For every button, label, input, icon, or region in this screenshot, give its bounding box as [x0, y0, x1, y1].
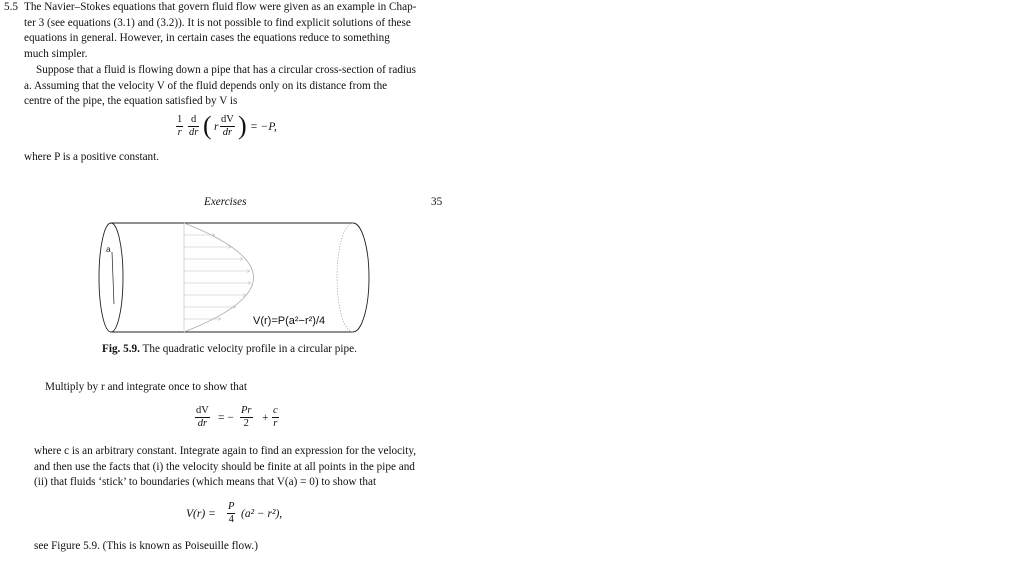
eq2-plus: + — [262, 412, 269, 424]
eq1-inner-r: r — [214, 121, 219, 133]
suppose-line: a. Assuming that the velocity V of the fluid depends only on its distance from the — [24, 79, 388, 92]
multiply-text: Multiply by r and integrate once to show that — [45, 381, 247, 393]
figure-caption-text: The quadratic velocity profile in a circular pipe. — [142, 343, 357, 355]
where-c-line: where c is an arbitrary constant. Integrate again to find an expression for the velocity, — [34, 445, 416, 457]
equation-3 — [186, 498, 326, 532]
eq1-left-paren: ( — [203, 111, 212, 140]
eq2-frac-pr-2: $\frac{Pr}{2}$ — [241, 405, 252, 429]
eq2-frac-c-r: $\frac{c}{r}$ — [273, 405, 278, 429]
eq2-equals: = − — [218, 412, 234, 424]
velocity-profile — [184, 223, 254, 332]
pipe-right-end-hidden — [337, 223, 353, 332]
radius-line — [112, 252, 114, 304]
where-c-paragraph — [34, 444, 444, 491]
where-c-line: and then use the facts that (i) the velocity should be finite at all points in the pipe and — [34, 460, 415, 473]
velocity-formula: V(r)=P(a²−r²)/4 — [253, 315, 326, 327]
intro-line: much simpler. — [24, 47, 88, 60]
suppose-paragraph — [24, 63, 435, 110]
pipe-right-end — [353, 223, 369, 332]
intro-line: ter 3 (see equations (3.1) and (3.2)). It is not possible to find explicit solutions of these — [24, 16, 411, 29]
eq3-lhs: V(r) = — [186, 508, 216, 520]
running-head-title: Exercises — [204, 196, 247, 208]
eq1-right-paren: ) — [238, 111, 247, 140]
problem-number: 5.5 — [4, 1, 18, 13]
page-number: 35 — [431, 196, 443, 208]
eq1-rhs: = −P, — [250, 121, 277, 133]
eq1-frac-d-dr: $\frac{d}{dr}$ — [189, 114, 199, 138]
radius-label: a — [106, 244, 111, 254]
where-c-line: (ii) that fluids ‘stick’ to boundaries (which means that V(a) = 0) to show that — [34, 476, 377, 489]
figure-caption-label: Fig. 5.9. — [102, 343, 140, 355]
intro-line: The Navier–Stokes equations that govern fluid flow were given as an example in Chap- — [24, 1, 417, 13]
where-p-text: where P is a positive constant. — [24, 151, 160, 163]
pipe-figure — [95, 218, 380, 338]
eq1-frac-1-over-r: $\frac{1}{r}$ — [177, 114, 183, 138]
equation-1 — [170, 112, 310, 146]
see-figure-text: see Figure 5.9. (This is known as Poiseuille flow.) — [34, 540, 258, 552]
eq1-frac-dv-dr: $\frac{dV}{dr}$ — [221, 114, 234, 138]
intro-paragraph — [24, 0, 435, 62]
eq3-frac-p-4: $\frac{P}{4}$ — [228, 501, 235, 525]
figure-caption — [102, 342, 357, 358]
eq3-rhs: (a² − r²), — [241, 508, 283, 520]
equation-2 — [190, 403, 310, 437]
suppose-line: centre of the pipe, the equation satisfied by V is — [24, 95, 238, 108]
eq2-frac-dv-dr: $\frac{dV}{dr}$ — [196, 405, 209, 429]
suppose-line: Suppose that a fluid is flowing down a pipe that has a circular cross-section of radius — [36, 64, 416, 76]
intro-line: equations in general. However, in certain cases the equations reduce to something — [24, 32, 390, 45]
velocity-arrows — [184, 234, 251, 321]
pipe-left-end — [99, 223, 123, 332]
